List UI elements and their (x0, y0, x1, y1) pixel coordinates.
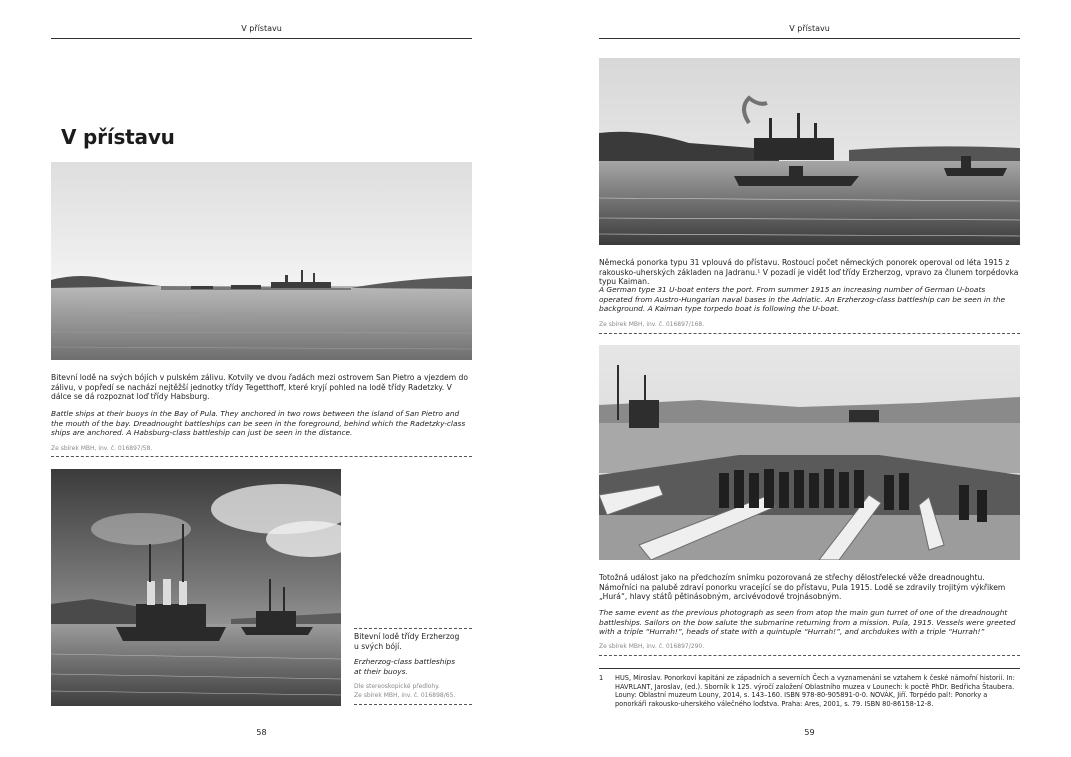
photo2-source-line1: Dle stereoskopické předlohy. (354, 683, 440, 690)
running-head: V přístavu (241, 24, 282, 33)
photo2-top-divider (354, 628, 472, 629)
photo2-divider (599, 655, 1020, 656)
photo1-divider (599, 333, 1020, 334)
running-head: V přístavu (789, 24, 830, 33)
photo2-source-line2: Ze sbírek MBH, inv. č. 016898/65. (354, 692, 456, 699)
photo2-caption-cz: Totožná událost jako na předchozím snímku pozorovaná ze střechy dělostřelecké věže dreadnoughtu. Námořníci na palubě zdraví ponorku vracející se do přístavu, Pula 1915. Lodě se zdravily trojitým výkřikem „Hurá“, hlavy států pětinásobným, arcivévodové trojnásobným. (599, 573, 1006, 602)
photo2-caption-en: The same event as the previous photograph as seen from atop the main gun turret of one of the dreadnought battleships. Sailors on the bow salute the submarine returning from a mission. Pula, 1915. Vessels were greeted with a triple “Hurrah!”, heads of state with a quintuple “Hurrah!”, and archdukes with a triple “Hurrah!” (599, 608, 1016, 637)
photo1-caption-cz: Německá ponorka typu 31 vplouvá do přístavu. Rostoucí počet německých ponorek operoval od léta 1915 z rakousko-uherských základen na Jadranu.¹ V pozadí je vidět loď třídy Erzherzog, vpravo za člunem torpédovka typu Kaiman. (599, 258, 1019, 287)
page-number: 59 (804, 728, 815, 737)
harbor-photo-image (51, 162, 472, 360)
left-page (0, 0, 535, 757)
photo1-caption-en: A German type 31 U-boat enters the port. From summer 1915 an increasing number of German U-boats operated from Austro-Hungarian naval bases in the Adriatic. An Erzherzog-class battleship can be seen in the background. A Kaiman type torpedo boat is following the U-boat. (599, 285, 1006, 314)
right-page (536, 0, 1071, 757)
uboat-photo-image (599, 58, 1020, 245)
header-rule (599, 38, 1020, 39)
erzherzog-photo (51, 469, 341, 706)
deck-photo (599, 345, 1020, 560)
photo1-source: Ze sbírek MBH, inv. č. 016897/168. (599, 321, 705, 328)
footnote-number: 1 (599, 674, 604, 682)
photo1-divider (51, 456, 472, 457)
header-rule (51, 38, 472, 39)
photo2-caption-cz: Bitevní lodě třídy Erzherzog u svých bójí. (354, 632, 460, 651)
photo1-caption-cz: Bitevní lodě na svých bójích v pulském zálivu. Kotvily ve dvou řadách mezi ostrovem San Pietro a vjezdem do zálivu, v popředí se nachází nejtěžší jednotky třídy Tegetthoff, které kryjí pohled na lodě třídy Radetzky. V dálce se dá rozpoznat loď třídy Habsburg. (51, 373, 468, 402)
photo2-bottom-divider (354, 704, 472, 705)
deck-photo-image (599, 345, 1020, 560)
photo2-source: Ze sbírek MBH, inv. č. 016897/290. (599, 643, 705, 650)
erzherzog-photo-image (51, 469, 341, 706)
page-number: 58 (256, 728, 267, 737)
photo1-caption-en: Battle ships at their buoys in the Bay of Pula. They anchored in two rows between the island of San Pietro and the mouth of the bay. Dreadnought battleships can be seen in the foreground, behind which the Radetzky-class ships are anchored. A Habsburg-class battleship can just be seen in the distance. (51, 409, 466, 438)
photo1-source: Ze sbírek MBH, inv. č. 016897/58. (51, 445, 153, 452)
footnote-text: HUS, Miroslav. Ponorkoví kapitáni ze západních a severních Čech a vyznamenání se vztahem k české námořní historii. In: HAVRLANT, Jaroslav, (ed.). Sborník k 125. výročí založení Oblastního muzea v Lounech: k poctě PhDr. Bedřicha Štaubera. Louny: Oblastní muzeum Louny, 2014, s. 143–160. ISBN 978-80-905891-0-0. NOVÁK, Jiří. Torpédo pal!: Ponorky a ponorkáři rakousko-uherského válečného loďstva. Praha: Ares, 2001, s. 79. ISBN 80-86158-12-8. (615, 674, 1015, 708)
photo2-caption-en: Erzherzog-class battleships at their buoys. (354, 657, 456, 676)
chapter-title: V přístavu (61, 125, 175, 149)
uboat-photo (599, 58, 1020, 245)
footnote-rule (599, 668, 1020, 669)
harbor-photo (51, 162, 472, 360)
